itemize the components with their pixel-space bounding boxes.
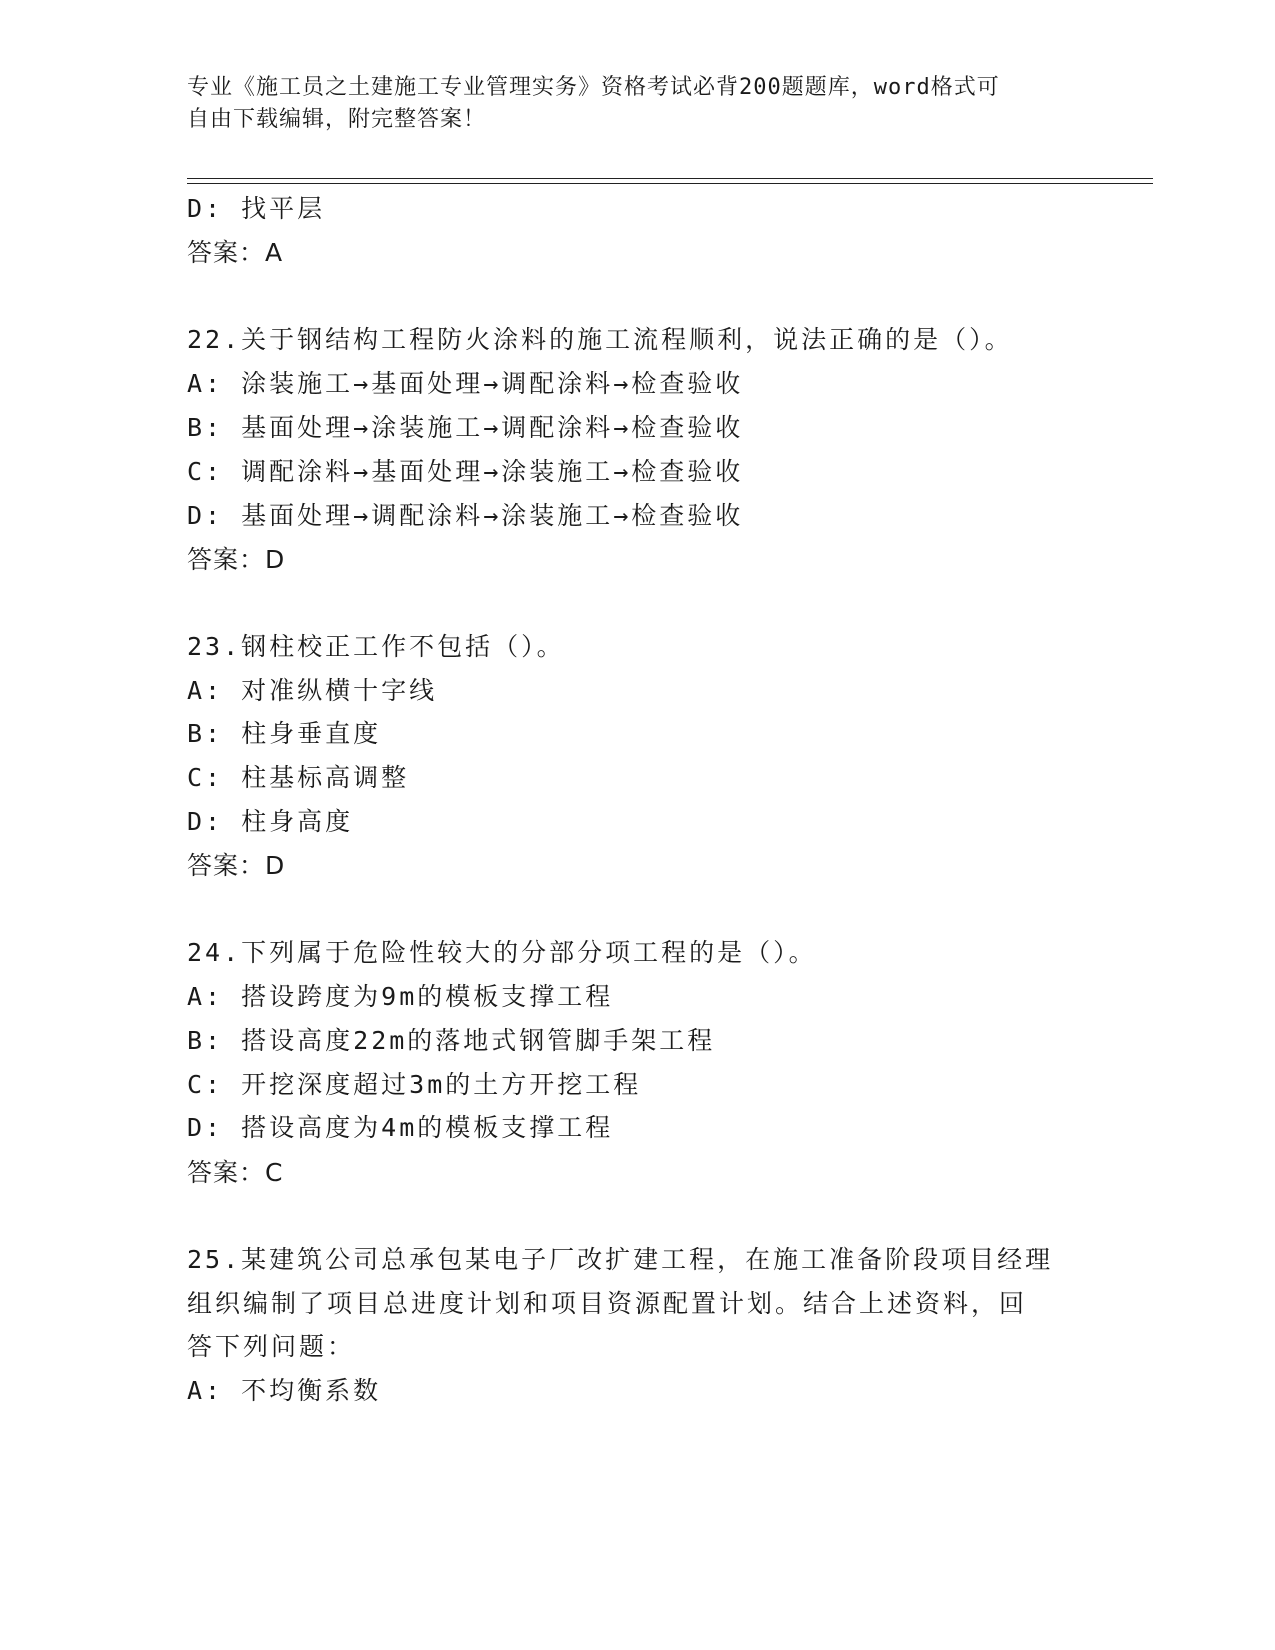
option-a-q24: A: 搭设跨度为9m的模板支撑工程 bbox=[187, 982, 614, 1011]
option-b-q22: B: 基面处理→涂装施工→调配涂料→检查验收 bbox=[187, 413, 744, 442]
option-d-q22: D: 基面处理→调配涂料→涂装施工→检查验收 bbox=[187, 501, 744, 530]
question-25-line-2: 组织编制了项目总进度计划和项目资源配置计划。结合上述资料，回 bbox=[187, 1289, 1028, 1318]
answer-q24: 答案：C bbox=[187, 1158, 284, 1187]
option-c-q22: C: 调配涂料→基面处理→涂装施工→检查验收 bbox=[187, 457, 744, 486]
question-25-line-1: 25.某建筑公司总承包某电子厂改扩建工程，在施工准备阶段项目经理 bbox=[187, 1245, 1054, 1274]
option-b-q24: B: 搭设高度22m的落地式钢管脚手架工程 bbox=[187, 1026, 716, 1055]
header-line-1: 专业《施工员之土建施工专业管理实务》资格考试必背200题题库，word格式可 bbox=[187, 75, 1000, 100]
answer-q21: 答案：A bbox=[187, 238, 284, 267]
option-a-q23: A: 对准纵横十字线 bbox=[187, 676, 438, 705]
document-header bbox=[187, 72, 1077, 136]
option-a-q25: A: 不均衡系数 bbox=[187, 1376, 382, 1405]
answer-q22: 答案：D bbox=[187, 545, 286, 574]
option-a-q22: A: 涂装施工→基面处理→调配涂料→检查验收 bbox=[187, 369, 744, 398]
option-b-q23: B: 柱身垂直度 bbox=[187, 719, 382, 748]
option-c-q23: C: 柱基标高调整 bbox=[187, 763, 410, 792]
option-d-q21: D: 找平层 bbox=[187, 194, 326, 223]
question-25-line-3: 答下列问题： bbox=[187, 1332, 356, 1361]
header-rule-bottom bbox=[187, 183, 1153, 184]
header-line-2: 自由下载编辑，附完整答案！ bbox=[187, 107, 487, 132]
question-24: 24.下列属于危险性较大的分部分项工程的是（）。 bbox=[187, 938, 817, 967]
question-22: 22.关于钢结构工程防火涂料的施工流程顺利，说法正确的是（）。 bbox=[187, 325, 1013, 354]
question-23: 23.钢柱校正工作不包括（）。 bbox=[187, 632, 565, 661]
answer-q23: 答案：D bbox=[187, 851, 286, 880]
option-d-q24: D: 搭设高度为4m的模板支撑工程 bbox=[187, 1113, 614, 1142]
option-c-q24: C: 开挖深度超过3m的土方开挖工程 bbox=[187, 1070, 642, 1099]
header-rule-top bbox=[187, 178, 1153, 179]
option-d-q23: D: 柱身高度 bbox=[187, 807, 354, 836]
